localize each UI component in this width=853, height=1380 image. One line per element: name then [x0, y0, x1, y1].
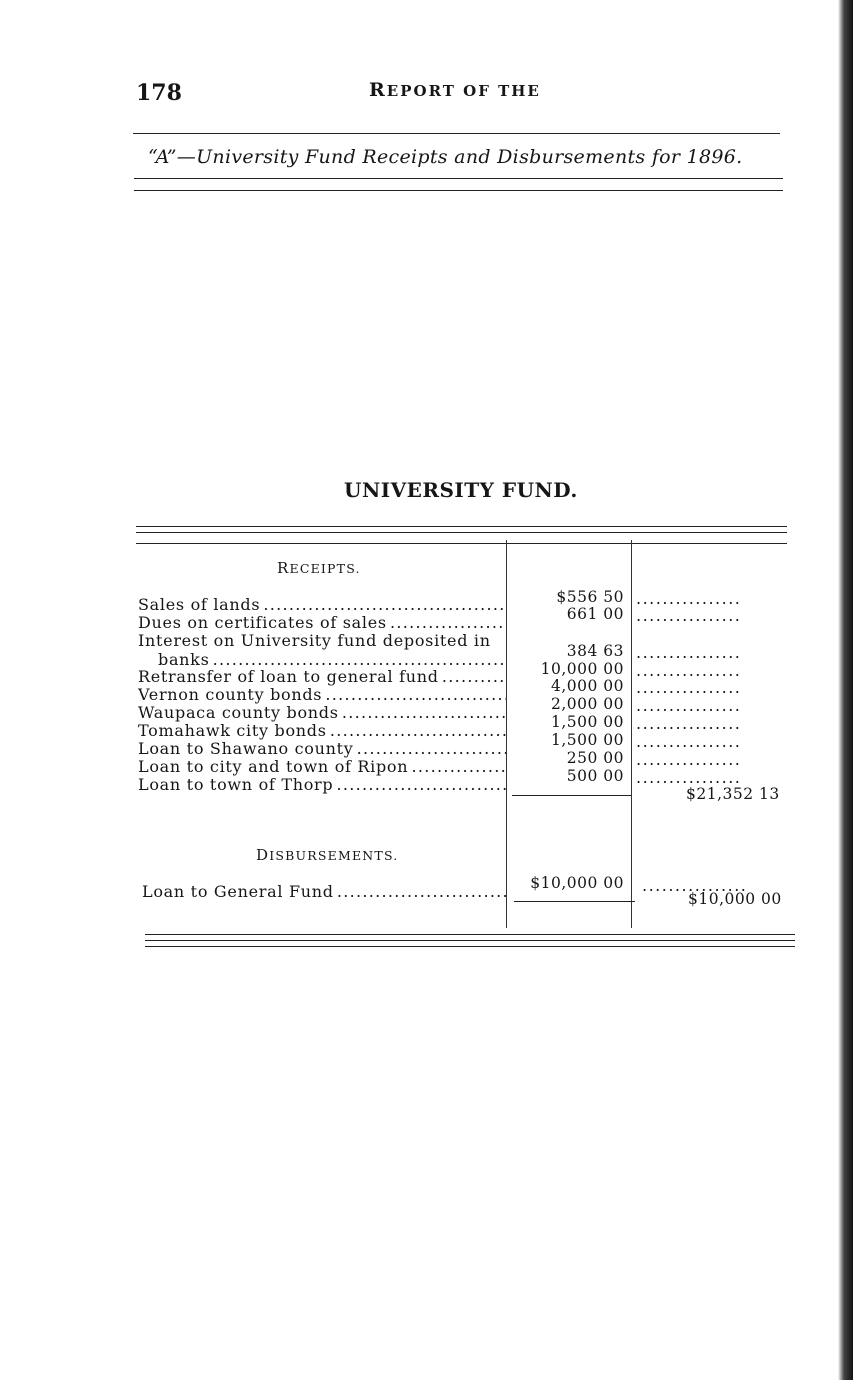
receipt-label: Vernon county bonds . . .	[138, 685, 506, 704]
receipt-amount: 1,500 00	[550, 731, 624, 749]
receipt-label: Loan to town of Thorp . . .	[138, 775, 506, 794]
table-rule-bottom-3	[145, 946, 795, 947]
receipt-label: Loan to city and town of Ripon . . .	[138, 757, 506, 776]
page-number: 178	[136, 80, 182, 106]
column-divider-2	[631, 540, 632, 928]
receipt-amount: 250 00	[566, 749, 624, 767]
receipt-label: Dues on certificates of sales . . .	[138, 613, 506, 632]
header-rule-bottom-2	[134, 190, 783, 191]
receipts-sum-rule	[512, 795, 631, 796]
table-rule-bottom-2	[145, 940, 795, 941]
receipts-heading	[277, 559, 361, 577]
receipt-label: Interest on University fund deposited in	[138, 631, 491, 650]
receipt-label: Loan to Shawano county . . .	[138, 739, 506, 758]
running-head-rest: EPORT OF THE	[386, 82, 541, 100]
receipt-amount: 10,000 00	[540, 660, 624, 678]
disbursements-heading	[256, 846, 398, 864]
table-rule-top-3	[136, 543, 787, 544]
dot-leader: ................	[636, 589, 742, 608]
scan-edge-shadow	[838, 0, 853, 1380]
running-head-initial: R	[369, 79, 387, 101]
table-rule-top-2	[136, 532, 787, 533]
receipt-amount: 1,500 00	[550, 713, 624, 731]
receipts-heading-initial: R	[277, 559, 290, 577]
receipt-label: Tomahawk city bonds . . .	[138, 721, 506, 740]
receipt-amount: 2,000 00	[550, 695, 624, 713]
receipt-amount: $556 50	[556, 588, 624, 606]
dot-leader: ................	[636, 661, 742, 680]
receipt-amount: 384 63	[566, 642, 624, 660]
dot-leader: ................	[642, 876, 748, 895]
dot-leader: ................	[636, 768, 742, 787]
disbursements-heading-initial: D	[256, 846, 270, 864]
dot-leader: ................	[636, 678, 742, 697]
header-rule-top	[133, 133, 780, 134]
disbursements-total: $10,000 00	[688, 890, 782, 908]
fund-title: UNIVERSITY FUND.	[344, 478, 578, 502]
dot-leader: ................	[636, 696, 742, 715]
receipt-amount: 500 00	[566, 767, 624, 785]
dot-leader: ................	[636, 714, 742, 733]
receipt-label: Waupaca county bonds . . .	[138, 703, 506, 722]
dot-leader: ................	[636, 606, 742, 625]
receipt-label: Sales of lands . . .	[138, 595, 506, 614]
disbursement-label: Loan to General Fund . . .	[142, 882, 506, 901]
dot-leader: ................	[636, 732, 742, 751]
receipt-amount: 4,000 00	[550, 677, 624, 695]
disbursement-amount: $10,000 00	[530, 874, 624, 892]
table-rule-bottom-1	[145, 934, 795, 935]
header-rule-bottom	[134, 178, 783, 179]
receipt-label: banks . . .	[158, 650, 506, 669]
receipt-amount: 661 00	[566, 605, 624, 623]
running-head	[369, 79, 541, 101]
dot-leader: ................	[636, 643, 742, 662]
receipt-label: Retransfer of loan to general fund . . .	[138, 667, 506, 686]
receipts-heading-rest: ECEIPTS.	[289, 561, 361, 576]
table-subtitle: “A”—University Fund Receipts and Disbursements for 1896.	[148, 146, 743, 168]
table-rule-top-1	[136, 526, 787, 527]
dot-leader: ................	[636, 750, 742, 769]
receipts-total: $21,352 13	[686, 785, 780, 803]
disbursements-sum-rule	[514, 901, 635, 902]
disbursements-heading-rest: ISBURSEMENTS.	[269, 848, 399, 863]
column-divider-1	[506, 540, 507, 928]
